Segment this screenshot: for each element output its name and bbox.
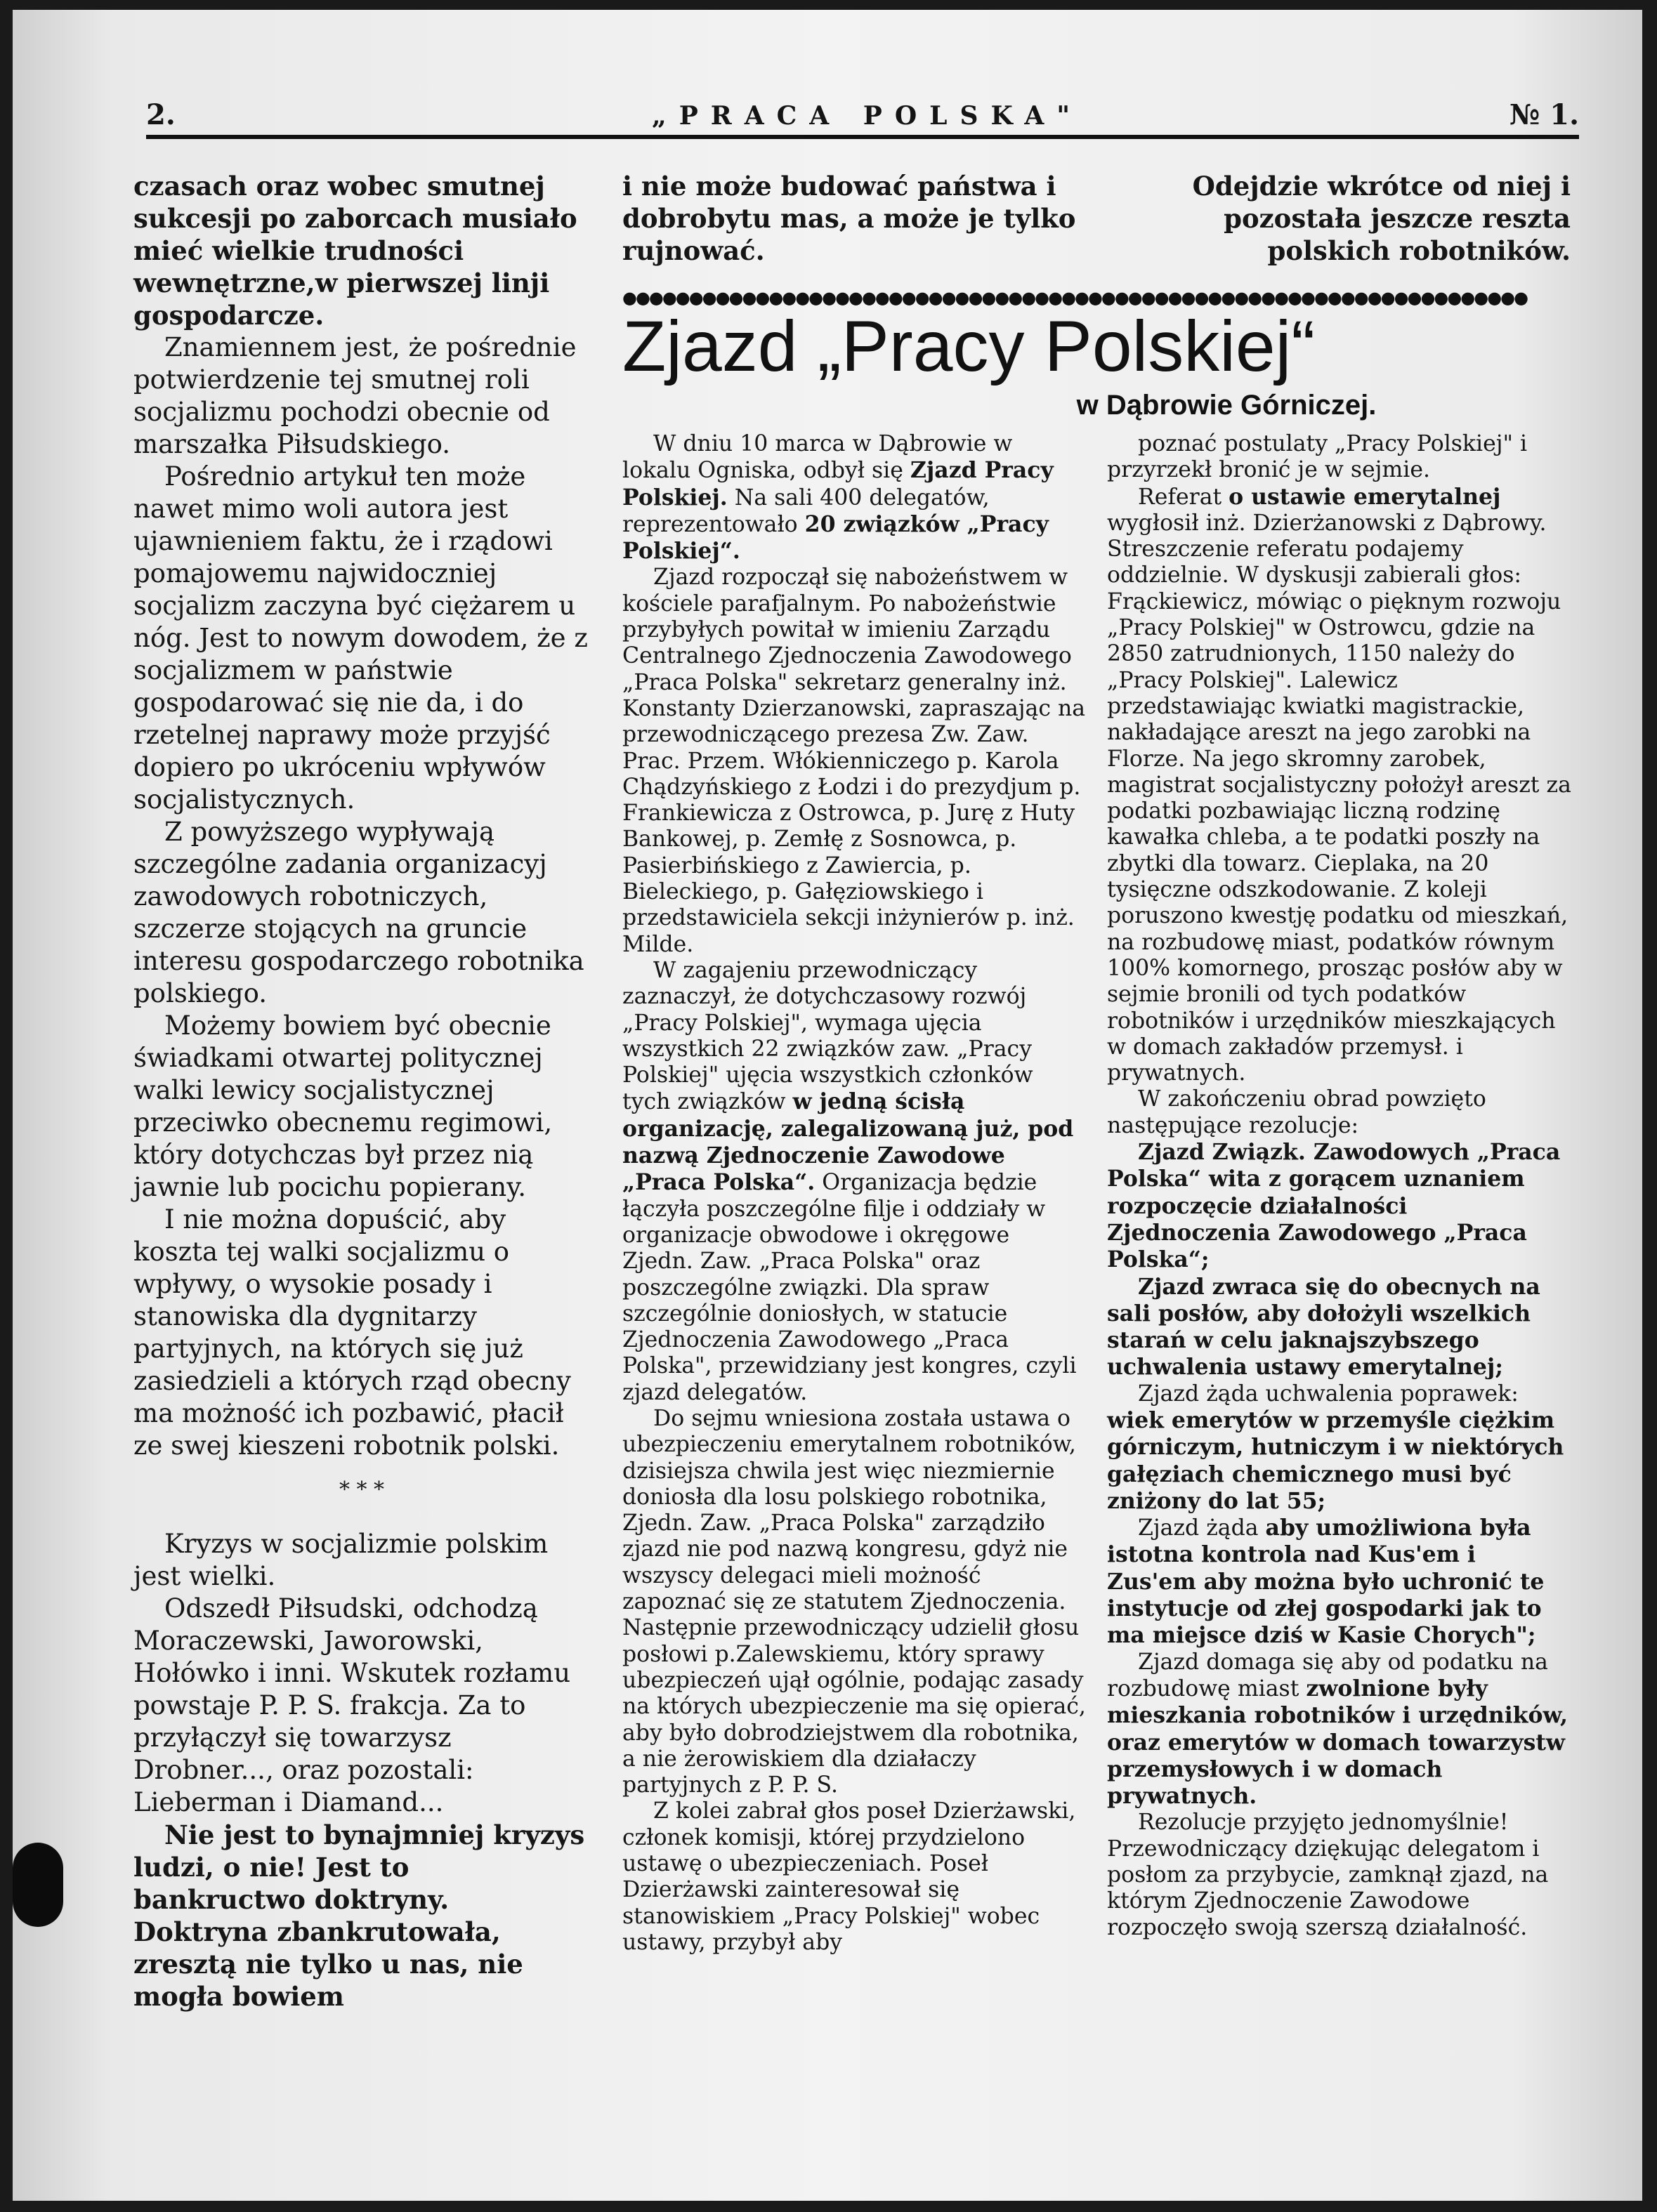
left-paragraph: Kryzys w socjalizmie polskim jest wielki. <box>133 1529 549 1591</box>
article-subheadline: w Dąbrowie Górniczej. <box>1076 390 1377 421</box>
middle-column-continuation: i nie może budować państwa i dobrobytu mas, a może je tylko rujnować. <box>622 171 1076 266</box>
bold-text: Zjazd zwraca się do obecnych na sali posłów, aby dołożyli wszelkich starań w celu jaknajszybszego uchwalenia ustawy emerytalnej; <box>1107 1273 1540 1381</box>
bold-text: wiek emerytów w przemyśle ciężkim górniczym, hutniczym i w niektórych gałęziach chemicznego musi być zniżony do lat 55; <box>1107 1407 1564 1514</box>
bold-text: Zjazd Związk. Zawodowych „Praca Polska“ wita z gorącem uznaniem rozpoczęcie działalności Zjednoczenia Zawodowego „Praca Polska“; <box>1107 1139 1561 1273</box>
left-paragraph: Znamiennem jest, że pośrednie potwierdzenie tej smutnej roli socjalizmu pochodzi obecnie od marszałka Piłsudskiego. <box>133 332 577 459</box>
bold-text: zwolnione były mieszkania robotników i urzędników, oraz emerytów w domach towarzystw przemysłowych i w domach prywatnych. <box>1107 1675 1568 1810</box>
issue-number: № 1. <box>1509 98 1579 131</box>
article-column-middle <box>622 431 1086 1956</box>
article-paragraph <box>1107 1274 1572 1381</box>
left-paragraph: czasach oraz wobec smutnej sukcesji po zaborcach musiało mieć wielkie trudności wewnętrzne,w pierwszej linji gospodarcze. <box>133 171 577 331</box>
ink-stain <box>13 1843 63 1927</box>
left-paragraph: Z powyższego wypływają szczególne zadania organizacyj zawodowych robotniczych, szczerze stojących na gruncie interesu gospodarczego robotnika polskiego. <box>133 817 584 1008</box>
article-paragraph <box>1107 431 1572 484</box>
bold-text: 20 związków „Pracy Polskiej“. <box>622 511 1049 565</box>
text-run: poznać postulaty „Pracy Polskiej" i przyrzekł bronić je w sejmie. <box>1107 431 1528 483</box>
left-paragraph: I nie można dopuścić, aby koszta tej walki socjalizmu o wpływy, o wysokie posady i stanowiska dla dygnitarzy partyjnych, na których się już zasiedzieli a których rząd obecny ma możność ich pozbawić, płacił ze swej kieszeni robotnik polski. <box>133 1204 571 1461</box>
article-paragraph <box>1107 1381 1572 1515</box>
article-paragraph <box>622 958 1086 1406</box>
text-run: W zakończeniu obrad powzięto następujące rezolucje: <box>1107 1086 1486 1138</box>
text-run: W dniu 10 marca w Dąbrowie w lokalu Ogniska, odbył się <box>622 431 1013 484</box>
text-run: W zagajeniu przewodniczący zaznaczył, że dotychczasowy rozwój „Pracy Polskiej", wymaga ujęcia wszystkich 22 związków zaw. „Pracy Polskiej" ujęcia wszystkich członków tych związków <box>622 957 1033 1115</box>
article-paragraph <box>622 565 1086 957</box>
article-paragraph <box>1107 1086 1572 1139</box>
text-run: Zjazd żąda uchwalenia poprawek: <box>1138 1381 1519 1407</box>
text-run: Zjazd rozpoczął się nabożeństwem w kościele parafjalnym. Po nabożeństwie przybyłych powitał w imieniu Zarządu Centralnego Zjednoczenia Zawodowego „Praca Polska" sekretarz generalny inż. Konstanty Dzierzanowski, zapraszając na przewodniczącego prezesa Zw. Zaw. Prac. Przem. Włókienniczego p. Karola Chądzyńskiego z Łodzi i do prezydjum p. Frankiewicza z Ostrowca, p. Jurę z Huty Bankowej, p. Zemłę z Sosnowca, p. Pasierbińskiego z Zawiercia, p. Bieleckiego, p. Gałęziowskiego i przedstawiciela sekcji inżynierów p. inż. Milde. <box>622 565 1086 957</box>
article-headline: Zjazd „Pracy Polskiej“ <box>622 306 1316 386</box>
left-column <box>133 170 590 2013</box>
text-run: Do sejmu wniesiona została ustawa o ubezpieczeniu emerytalnem robotników, dzisiejsza chwila jest więc niezmiernie doniosła dla losu polskiego robotnika, Zjedn. Zaw. „Praca Polska" zarządziło zjazd nie pod nazwą kongresu, gdyż nie wszyscy delegaci mieli możność zapoznać się ze statutem Zjednoczenia. Następnie przewodniczący udzielił głosu posłowi p.Zalewskiemu, który sprawy ubezpieczeń ujął ogólnie, podając zasady na których ubezpieczenie ma się opierać, aby było dobrodziejstwem dla robotnika, a nie żerowiskiem dla działaczy partyjnych z P. P. S. <box>622 1405 1086 1798</box>
article-paragraph <box>1107 1810 1572 1940</box>
article-paragraph <box>1107 1139 1572 1273</box>
left-paragraph: Pośrednio artykuł ten może nawet mimo woli autora jest ujawnieniem faktu, że i rządowi pomajowemu najwidoczniej socjalizm zaczyna być ciężarem u nóg. Jest to nowym dowodem, że z socjalizmem w państwie gospodarować się nie da, i do rzetelnej naprawy może przyjść dopiero po ukróceniu wpływów socjalistycznych. <box>133 461 588 815</box>
article-paragraph <box>1107 484 1572 1087</box>
header-rule <box>146 135 1579 139</box>
text-run: Organizacja będzie łączyła poszczególne filje i oddziały w organizacje obwodowe i okręgowe Zjedn. Zaw. „Praca Polska" oraz poszczególne związki. Dla spraw szczególnie doniosłych, w statucie Zjednoczenia Zawodowego „Praca Polska", przewidziany jest kongres, czyli zjazd delegatów. <box>622 1170 1077 1405</box>
right-column-continuation: Odejdzie wkrótce od niej i pozostała jeszcze reszta polskich robotników. <box>1192 171 1571 266</box>
text-run: Zjazd domaga się aby od podatku na rozbudowę miast <box>1107 1649 1548 1701</box>
bold-text: w jedną ścisłą organizację, zalegalizowaną już, pod nazwą Zjednoczenie Zawodowe „Praca Polska“. <box>622 1088 1074 1196</box>
left-paragraph: Odszedł Piłsudski, odchodzą Moraczewski, Jaworowski, Hołówko i inni. Wskutek rozłamu powstaje P. P. S. frakcja. Za to przyłączył się towarzysz Drobner..., oraz pozostali: Lieberman i Diamand... <box>133 1593 571 1817</box>
section-separator: * * * <box>339 1477 385 1502</box>
article-paragraph <box>622 431 1086 565</box>
text-run: wygłosił inż. Dzierżanowski z Dąbrowy. Streszczenie referatu podajemy oddzielnie. W dyskusji zabierali głos: Frąckiewicz, mówiąc o pięknym rozwoju „Pracy Polskiej" w Ostrowcu, gdzie na 2850 zatrudnionych, 1150 należy do „Pracy Polskiej". Lalewicz przedstawiając kwiatki magistrackie, nakładające areszt na jego zarobki na Florze. Na jego skromny zarobek, magistrat socjalistyczny położył areszt za podatki pozbawiając liczną rodzinę kawałka chleba, a te podatki poszły na zbytki dla towarz. Cieplaka, na 20 tysięczne odszkodowanie. Z koleji poruszono kwestję podatku od mieszkań, na rozbudowę miast, podatków równym 100% komornego, prosząc posłów aby w sejmie bronili od tych podatków robotników i urzędników mieszkających w domach zakładów przemysł. i prywatnych. <box>1107 510 1571 1086</box>
masthead-title: „PRACA POLSKA" <box>652 101 1083 131</box>
left-paragraph: Nie jest to bynajmniej kryzys ludzi, o nie! Jest to bankructwo doktryny. Doktryna zbankrutowała, zresztą nie tylko u nas, nie mogła bowiem <box>133 1819 585 2012</box>
bold-text: o ustawie emerytalnej <box>1229 483 1501 510</box>
page-number: 2. <box>146 98 176 131</box>
text-run: Na sali 400 delegatów, reprezentowało <box>622 485 990 537</box>
bold-text: Zjazd Pracy Polskiej. <box>622 457 1054 511</box>
article-column-right <box>1107 431 1572 1941</box>
text-run: Zjazd żąda <box>1138 1515 1266 1541</box>
article-paragraph <box>622 1798 1086 1956</box>
text-run: Z kolei zabrał głos poseł Dzierżawski, członek komisji, której przydzielono ustawę o ubezpieczeniach. Poseł Dzierżawski zainteresował się stanowiskiem „Pracy Polskiej" wobec ustawy, przybył aby <box>622 1798 1076 1955</box>
article-paragraph <box>1107 1650 1572 1810</box>
left-paragraph: Możemy bowiem być obecnie świadkami otwartej politycznej walki lewicy socjalistycznej przeciwko obecnemu regimowi, który dotychczas był przez nią jawnie lub pocichu popierany. <box>133 1010 553 1202</box>
article-paragraph <box>1107 1515 1572 1649</box>
article-paragraph <box>622 1406 1086 1798</box>
dotted-divider: ●●●●●●●●●●●●●●●●●●●●●●●●●●●●●●●●●●●●●●●●●●●●●●●●●●●●●●●●●●●●●●●●●●●● <box>622 288 1528 308</box>
text-run: Rezolucje przyjęto jednomyślnie! Przewodniczący dziękując delegatom i posłom za przybycie, zamknął zjazd, na którym Zjednoczenie Zawodowe rozpoczęło swoją szerszą działalność. <box>1107 1810 1549 1940</box>
bold-text: aby umożliwiona była istotna kontrola nad Kus'em i Zus'em aby można było uchronić te instytucje od złej gospodarki jak to ma miejsce dziś w Kasie Chorych"; <box>1107 1515 1545 1649</box>
text-run: Referat <box>1138 484 1229 510</box>
newspaper-page <box>13 10 1642 2201</box>
